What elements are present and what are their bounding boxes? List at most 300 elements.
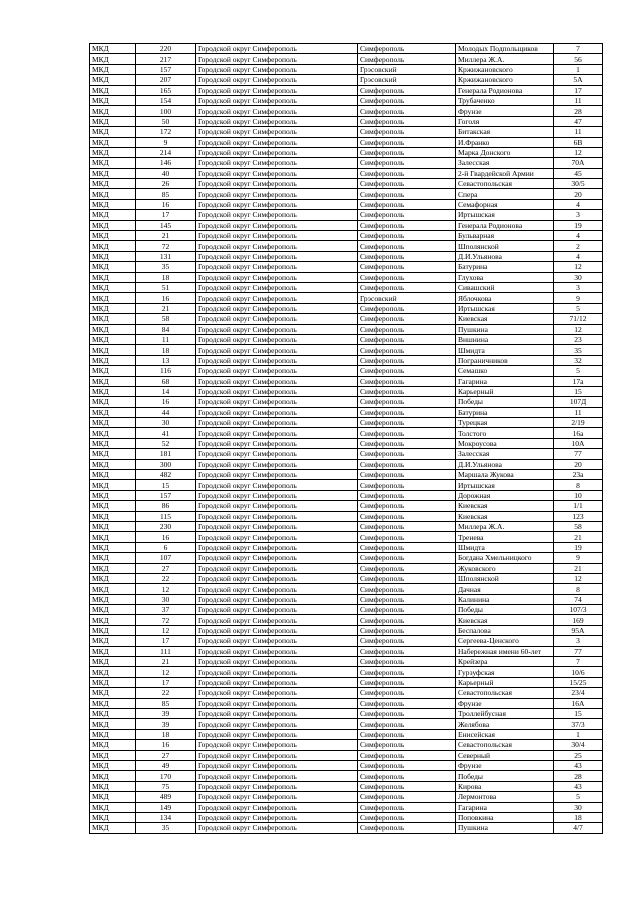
house-number-cell: 7 [554,44,603,54]
municipality-cell: Городской округ Симферополь [196,397,358,407]
locality-cell: Симферополь [358,334,456,344]
building-type-cell: МКД [90,64,136,74]
table-body [90,44,603,834]
street-cell: Калинина [456,594,554,604]
street-cell: Поповкина [456,812,554,822]
table-row [90,709,603,719]
table-row [90,116,603,126]
building-type-cell: МКД [90,75,136,85]
municipality-cell: Городской округ Симферополь [196,314,358,324]
municipality-cell: Городской округ Симферополь [196,158,358,168]
locality-cell: Симферополь [358,646,456,656]
house-number-cell: 23а [554,470,603,480]
locality-cell: Симферополь [358,553,456,563]
building-type-cell: МКД [90,688,136,698]
house-number-cell: 9 [554,293,603,303]
municipality-cell: Городской округ Симферополь [196,334,358,344]
municipality-cell: Городской округ Симферополь [196,147,358,157]
street-cell: Залесская [456,449,554,459]
locality-cell: Симферополь [358,657,456,667]
building-type-cell: МКД [90,480,136,490]
building-type-cell: МКД [90,428,136,438]
locality-cell: Симферополь [358,386,456,396]
house-number-cell: 2 [554,241,603,251]
table-row [90,501,603,511]
building-type-cell: МКД [90,251,136,261]
street-cell: Троллейбусная [456,709,554,719]
municipality-cell: Городской округ Симферополь [196,750,358,760]
table-row [90,64,603,74]
house-number-cell: 7 [554,657,603,667]
street-cell: Тренева [456,532,554,542]
building-type-cell: МКД [90,563,136,573]
house-number-cell: 5 [554,303,603,313]
street-cell: Шполянской [456,573,554,583]
locality-cell: Симферополь [358,345,456,355]
locality-cell: Симферополь [358,501,456,511]
locality-cell: Симферополь [358,314,456,324]
house-number-cell: 15 [554,386,603,396]
table-row [90,802,603,812]
street-cell: Дорожная [456,490,554,500]
locality-cell: Симферополь [358,158,456,168]
street-cell: Киевская [456,511,554,521]
house-number-cell: 1 [554,64,603,74]
locality-cell: Симферополь [358,542,456,552]
building-type-cell: МКД [90,594,136,604]
count-cell: 85 [136,189,196,199]
street-cell: Победы [456,605,554,615]
street-cell: Иртышская [456,303,554,313]
count-cell: 220 [136,44,196,54]
house-number-cell: 107/3 [554,605,603,615]
municipality-cell: Городской округ Симферополь [196,646,358,656]
locality-cell: Симферополь [358,303,456,313]
house-number-cell: 4 [554,199,603,209]
house-number-cell: 17 [554,85,603,95]
count-cell: 39 [136,719,196,729]
street-cell: Гагарина [456,802,554,812]
building-type-cell: МКД [90,823,136,833]
count-cell: 35 [136,262,196,272]
house-number-cell: 23 [554,334,603,344]
count-cell: 157 [136,64,196,74]
locality-cell: Симферополь [358,667,456,677]
building-type-cell: МКД [90,376,136,386]
locality-cell: Грэсовский [358,75,456,85]
table-row [90,397,603,407]
house-number-cell: 30 [554,802,603,812]
table-row [90,646,603,656]
municipality-cell: Городской округ Симферополь [196,605,358,615]
table-row [90,615,603,625]
locality-cell: Симферополь [358,418,456,428]
municipality-cell: Городской округ Симферополь [196,231,358,241]
municipality-cell: Городской округ Симферополь [196,792,358,802]
building-type-cell: МКД [90,625,136,635]
table-row [90,781,603,791]
locality-cell: Симферополь [358,179,456,189]
house-number-cell: 12 [554,324,603,334]
municipality-cell: Городской округ Симферополь [196,563,358,573]
locality-cell: Симферополь [358,625,456,635]
house-number-cell: 28 [554,771,603,781]
street-cell: Бульварная [456,231,554,241]
count-cell: 116 [136,366,196,376]
table-row [90,542,603,552]
locality-cell: Симферополь [358,95,456,105]
building-type-cell: МКД [90,127,136,137]
house-number-cell: 16а [554,428,603,438]
count-cell: 68 [136,376,196,386]
street-cell: Маршала Жукова [456,470,554,480]
table-row [90,480,603,490]
building-type-cell: МКД [90,179,136,189]
municipality-cell: Городской округ Симферополь [196,709,358,719]
street-cell: Пушкина [456,324,554,334]
street-cell: Фрунзе [456,106,554,116]
table-row [90,293,603,303]
locality-cell: Симферополь [358,459,456,469]
building-type-cell: МКД [90,220,136,230]
building-type-cell: МКД [90,802,136,812]
street-cell: Битакская [456,127,554,137]
street-cell: Сергеева-Ценского [456,636,554,646]
building-type-cell: МКД [90,615,136,625]
count-cell: 16 [136,397,196,407]
locality-cell: Симферополь [358,771,456,781]
house-number-cell: 70А [554,158,603,168]
housing-register-table [89,43,603,834]
building-type-cell: МКД [90,605,136,615]
municipality-cell: Городской округ Симферополь [196,490,358,500]
locality-cell: Симферополь [358,262,456,272]
street-cell: Кирова [456,781,554,791]
count-cell: 22 [136,688,196,698]
building-type-cell: МКД [90,740,136,750]
street-cell: Севастопольская [456,740,554,750]
building-type-cell: МКД [90,334,136,344]
locality-cell: Симферополь [358,366,456,376]
count-cell: 16 [136,740,196,750]
locality-cell: Симферополь [358,573,456,583]
table-row [90,719,603,729]
count-cell: 12 [136,584,196,594]
street-cell: Северный [456,750,554,760]
house-number-cell: 1 [554,729,603,739]
locality-cell: Симферополь [358,490,456,500]
building-type-cell: МКД [90,168,136,178]
municipality-cell: Городской округ Симферополь [196,636,358,646]
table-row [90,771,603,781]
street-cell: Севастопольская [456,179,554,189]
locality-cell: Симферополь [358,220,456,230]
count-cell: 149 [136,802,196,812]
street-cell: Кржижановского [456,75,554,85]
count-cell: 165 [136,85,196,95]
table-row [90,657,603,667]
municipality-cell: Городской округ Симферополь [196,303,358,313]
house-number-cell: 56 [554,54,603,64]
house-number-cell: 2/19 [554,418,603,428]
street-cell: Гагарина [456,376,554,386]
locality-cell: Симферополь [358,231,456,241]
locality-cell: Симферополь [358,85,456,95]
building-type-cell: МКД [90,698,136,708]
house-number-cell: 123 [554,511,603,521]
street-cell: Победы [456,397,554,407]
locality-cell: Симферополь [358,719,456,729]
street-cell: Карьерный [456,677,554,687]
building-type-cell: МКД [90,771,136,781]
building-type-cell: МКД [90,459,136,469]
house-number-cell: 3 [554,282,603,292]
count-cell: 50 [136,116,196,126]
house-number-cell: 5 [554,792,603,802]
street-cell: Мокроусова [456,438,554,448]
locality-cell: Симферополь [358,449,456,459]
count-cell: 30 [136,418,196,428]
table-row [90,282,603,292]
house-number-cell: 6В [554,137,603,147]
street-cell: Енисейская [456,729,554,739]
count-cell: 21 [136,231,196,241]
municipality-cell: Городской округ Симферополь [196,168,358,178]
building-type-cell: МКД [90,355,136,365]
table-row [90,303,603,313]
building-type-cell: МКД [90,303,136,313]
locality-cell: Симферополь [358,116,456,126]
house-number-cell: 18 [554,812,603,822]
building-type-cell: МКД [90,709,136,719]
count-cell: 100 [136,106,196,116]
table-row [90,438,603,448]
locality-cell: Симферополь [358,750,456,760]
building-type-cell: МКД [90,584,136,594]
street-cell: Семашко [456,366,554,376]
building-type-cell: МКД [90,44,136,54]
locality-cell: Симферополь [358,480,456,490]
municipality-cell: Городской округ Симферополь [196,542,358,552]
count-cell: 37 [136,605,196,615]
building-type-cell: МКД [90,719,136,729]
table-row [90,314,603,324]
table-row [90,158,603,168]
house-number-cell: 35 [554,345,603,355]
building-type-cell: МКД [90,438,136,448]
count-cell: 16 [136,532,196,542]
locality-cell: Симферополь [358,584,456,594]
house-number-cell: 5 [554,366,603,376]
house-number-cell: 77 [554,646,603,656]
street-cell: Марка Донского [456,147,554,157]
table-row [90,573,603,583]
municipality-cell: Городской округ Симферополь [196,771,358,781]
table-row [90,459,603,469]
building-type-cell: МКД [90,282,136,292]
street-cell: Севастопольская [456,688,554,698]
street-cell: Батурина [456,407,554,417]
count-cell: 300 [136,459,196,469]
house-number-cell: 10/6 [554,667,603,677]
house-number-cell: 43 [554,781,603,791]
house-number-cell: 19 [554,220,603,230]
municipality-cell: Городской округ Симферополь [196,345,358,355]
count-cell: 26 [136,179,196,189]
municipality-cell: Городской округ Симферополь [196,553,358,563]
table-row [90,490,603,500]
building-type-cell: МКД [90,210,136,220]
locality-cell: Симферополь [358,636,456,646]
building-type-cell: МКД [90,501,136,511]
street-cell: Крейзера [456,657,554,667]
building-type-cell: МКД [90,646,136,656]
house-number-cell: 25 [554,750,603,760]
house-number-cell: 28 [554,106,603,116]
municipality-cell: Городской округ Симферополь [196,199,358,209]
table-row [90,272,603,282]
municipality-cell: Городской округ Симферополь [196,54,358,64]
table-row [90,262,603,272]
count-cell: 21 [136,657,196,667]
count-cell: 75 [136,781,196,791]
municipality-cell: Городской округ Симферополь [196,573,358,583]
building-type-cell: МКД [90,573,136,583]
municipality-cell: Городской округ Симферополь [196,740,358,750]
municipality-cell: Городской округ Симферополь [196,220,358,230]
count-cell: 482 [136,470,196,480]
table-row [90,334,603,344]
house-number-cell: 8 [554,584,603,594]
locality-cell: Грэсовский [358,64,456,74]
table-row [90,636,603,646]
municipality-cell: Городской округ Симферополь [196,812,358,822]
municipality-cell: Городской округ Симферополь [196,719,358,729]
street-cell: Д.И.Ульянова [456,251,554,261]
count-cell: 39 [136,709,196,719]
locality-cell: Симферополь [358,511,456,521]
house-number-cell: 9 [554,553,603,563]
table-row [90,251,603,261]
count-cell: 40 [136,168,196,178]
count-cell: 115 [136,511,196,521]
table-row [90,210,603,220]
table-row [90,428,603,438]
house-number-cell: 3 [554,636,603,646]
street-cell: Киевская [456,615,554,625]
building-type-cell: МКД [90,812,136,822]
table-row [90,168,603,178]
municipality-cell: Городской округ Симферополь [196,407,358,417]
municipality-cell: Городской округ Симферополь [196,137,358,147]
house-number-cell: 47 [554,116,603,126]
municipality-cell: Городской округ Симферополь [196,625,358,635]
street-cell: Богдана Хмельницкого [456,553,554,563]
municipality-cell: Городской округ Симферополь [196,459,358,469]
building-type-cell: МКД [90,657,136,667]
table-row [90,231,603,241]
count-cell: 230 [136,521,196,531]
house-number-cell: 16А [554,698,603,708]
municipality-cell: Городской округ Симферополь [196,116,358,126]
building-type-cell: МКД [90,366,136,376]
municipality-cell: Городской округ Симферополь [196,584,358,594]
building-type-cell: МКД [90,553,136,563]
building-type-cell: МКД [90,199,136,209]
street-cell: Победы [456,771,554,781]
municipality-cell: Городской округ Симферополь [196,511,358,521]
count-cell: 12 [136,667,196,677]
street-cell: Миллера Ж.А. [456,54,554,64]
locality-cell: Симферополь [358,709,456,719]
building-type-cell: МКД [90,95,136,105]
locality-cell: Симферополь [358,605,456,615]
table-row [90,729,603,739]
table-row [90,106,603,116]
locality-cell: Симферополь [358,282,456,292]
table-row [90,324,603,334]
building-type-cell: МКД [90,116,136,126]
street-cell: Семафорная [456,199,554,209]
locality-cell: Симферополь [358,210,456,220]
building-type-cell: МКД [90,54,136,64]
locality-cell: Симферополь [358,147,456,157]
locality-cell: Симферополь [358,677,456,687]
table-row [90,127,603,137]
locality-cell: Симферополь [358,251,456,261]
locality-cell: Симферополь [358,428,456,438]
house-number-cell: 23/4 [554,688,603,698]
house-number-cell: 10 [554,490,603,500]
municipality-cell: Городской округ Симферополь [196,615,358,625]
locality-cell: Симферополь [358,199,456,209]
street-cell: Яблочкова [456,293,554,303]
street-cell: Гоголя [456,116,554,126]
locality-cell: Симферополь [358,189,456,199]
municipality-cell: Городской округ Симферополь [196,688,358,698]
count-cell: 30 [136,594,196,604]
locality-cell: Грэсовский [358,293,456,303]
table-row [90,54,603,64]
count-cell: 16 [136,293,196,303]
count-cell: 41 [136,428,196,438]
street-cell: Шмидта [456,345,554,355]
municipality-cell: Городской округ Симферополь [196,106,358,116]
building-type-cell: МКД [90,158,136,168]
building-type-cell: МКД [90,324,136,334]
table-row [90,220,603,230]
count-cell: 52 [136,438,196,448]
street-cell: Генерала Родионова [456,85,554,95]
building-type-cell: МКД [90,781,136,791]
municipality-cell: Городской округ Симферополь [196,189,358,199]
count-cell: 157 [136,490,196,500]
street-cell: Турецкая [456,418,554,428]
house-number-cell: 11 [554,95,603,105]
municipality-cell: Городской округ Симферополь [196,386,358,396]
building-type-cell: МКД [90,511,136,521]
municipality-cell: Городской округ Симферополь [196,282,358,292]
municipality-cell: Городской округ Симферополь [196,677,358,687]
locality-cell: Симферополь [358,823,456,833]
street-cell: Д.И.Ульянова [456,459,554,469]
count-cell: 35 [136,823,196,833]
municipality-cell: Городской округ Симферополь [196,781,358,791]
municipality-cell: Городской округ Симферополь [196,241,358,251]
table-row [90,137,603,147]
street-cell: Кржижановского [456,64,554,74]
municipality-cell: Городской округ Симферополь [196,480,358,490]
